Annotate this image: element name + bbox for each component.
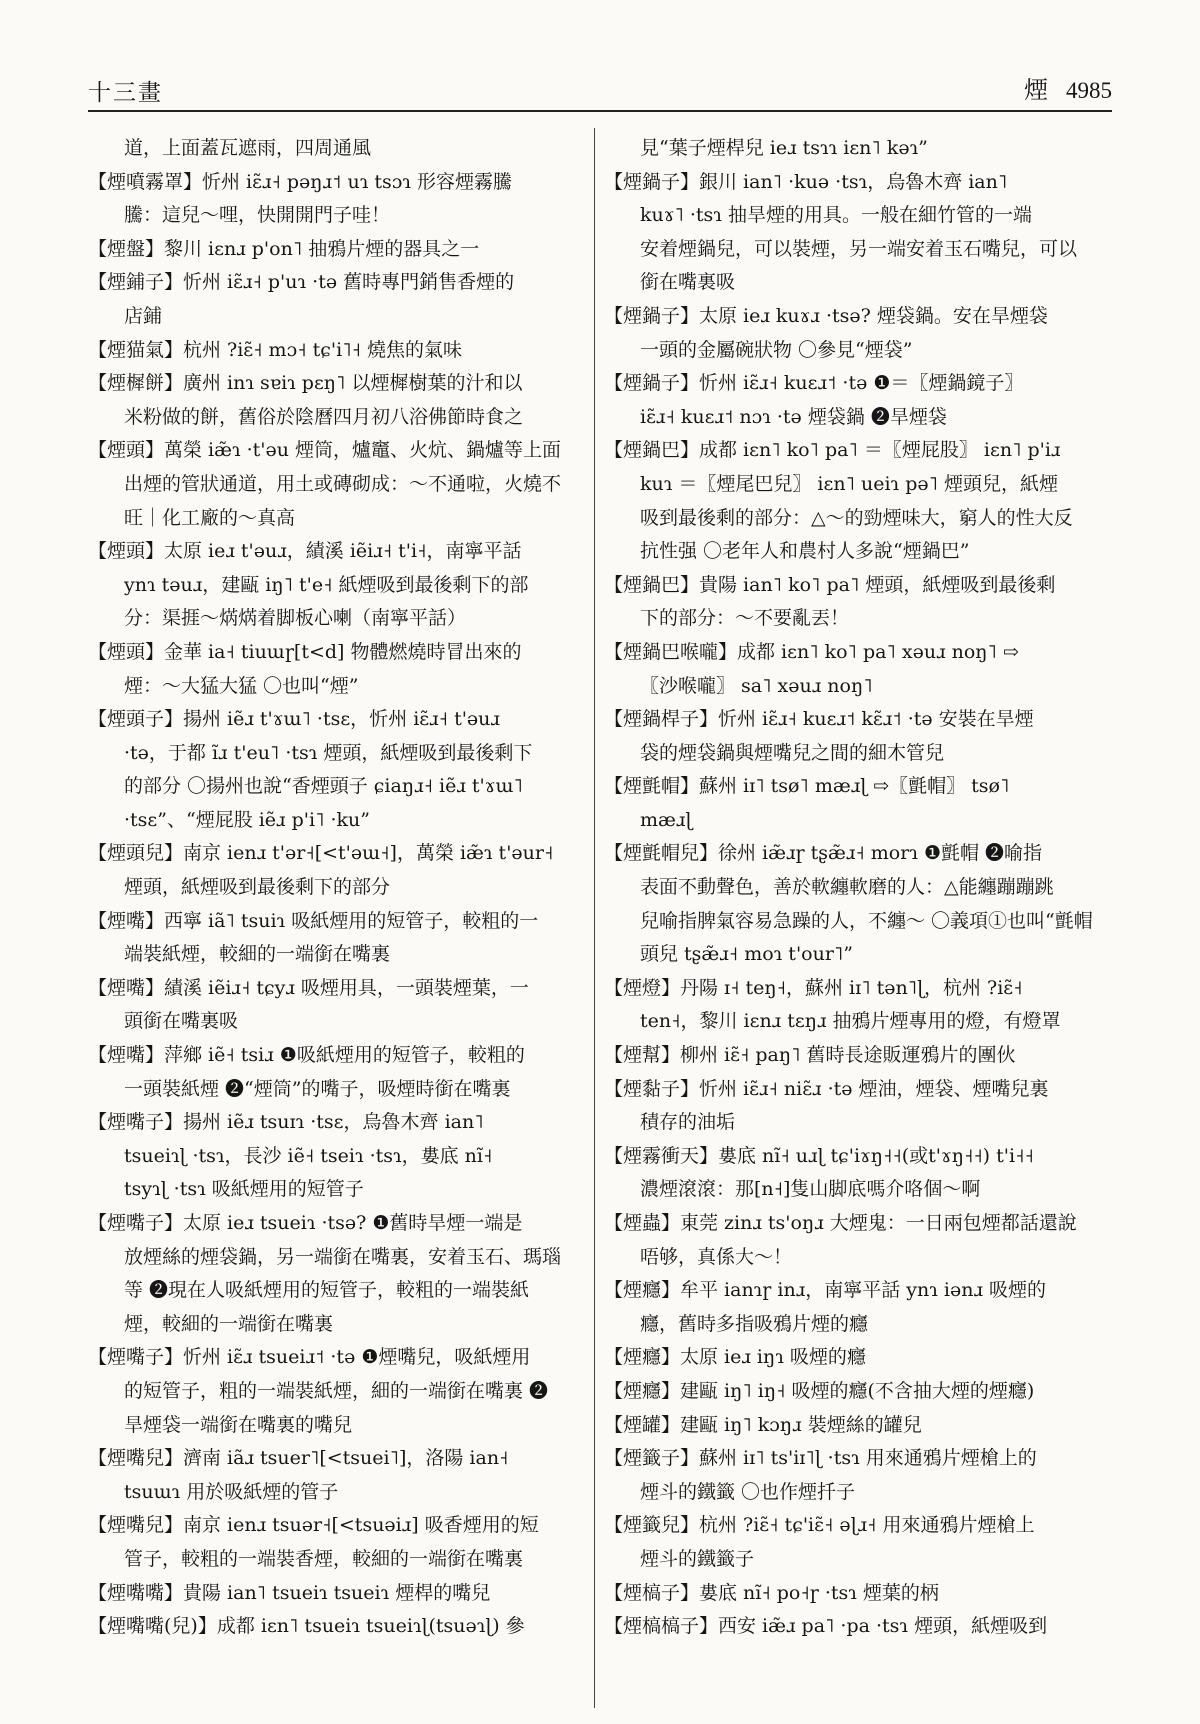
entry-line: 見“葉子煙桿兒 ieɹ tsɿɿ iɛn˥ kəɿ” xyxy=(640,137,928,159)
entry-line: 安着煙鍋兒，可以裝煙，另一端安着玉石嘴兒，可以 xyxy=(640,237,1078,260)
entry-headline: 【煙鋪子】忻州 iɛ̃ɹ˧ p'uɿ ·tə 舊時專門銷售香煙的 xyxy=(88,271,515,294)
dictionary-entry xyxy=(604,1274,1114,1341)
entry-headline: 【煙鍋巴】成都 iɛn˥ ko˥ pa˥ ＝〖煙屁股〗 iɛn˥ p'iɹ xyxy=(604,439,1061,462)
entry-line: 煙斗的鐵籤 〇也作煙扦子 xyxy=(640,1480,856,1503)
dictionary-entry xyxy=(604,434,1114,568)
entry-line: ten˧，黎川 iɛnɹ tɛŋɹ 抽鴉片煙專用的燈，有燈罩 xyxy=(640,1010,1061,1033)
dictionary-entry xyxy=(88,334,582,368)
dictionary-entry xyxy=(88,1341,582,1442)
entry-headline: 【煙蟲】東莞 zinɹ ts'oŋɹ 大煙鬼：一日兩包煙都話還說 xyxy=(604,1212,1077,1234)
dictionary-entry xyxy=(88,1106,582,1207)
dictionary-entry xyxy=(604,636,1114,703)
entry-headline: 【煙燈】丹陽 ɪ˧ teŋ˧，蘇州 iɪ˥ tən˥ɭ，杭州 ?iɛ̃˧ xyxy=(604,976,1023,999)
dictionary-entry xyxy=(604,1207,1114,1274)
dictionary-entry xyxy=(604,1610,1114,1644)
entry-headline: 【煙噴霧罩】忻州 iɛ̃ɹ˧ pəŋɹ˦ uɿ tsɔɿ 形容煙霧騰 xyxy=(88,170,513,193)
dictionary-entry xyxy=(88,1442,582,1509)
entry-line: 銜在嘴裏吸 xyxy=(640,271,736,294)
entry-line: 一頭裝紙煙 ❷“煙筒”的嘴子，吸煙時銜在嘴裏 xyxy=(124,1077,511,1100)
entry-line: 騰：這兒～哩，快開開門子哇！ xyxy=(124,204,391,227)
entry-headline: 【煙嘴子】太原 ieɹ tsueiɿ ·tsə? ❶舊時旱煙一端是 xyxy=(88,1212,523,1234)
entry-line: 癮，舊時多指吸鴉片煙的癮 xyxy=(640,1312,869,1335)
entry-headline: 【煙籤子】蘇州 iɪ˥ ts'iɪ˥ɭ ·tsɿ 用來通鴉片煙槍上的 xyxy=(604,1447,1037,1470)
dictionary-entry xyxy=(604,770,1114,837)
entry-headline: 【煙癮】建甌 iŋ˥ iŋ˧ 吸煙的癮(不含抽大煙的煙癮) xyxy=(604,1379,1035,1402)
entry-headline: 【煙頭】太原 ieɹ t'əuɹ，績溪 iẽiɹ˧ t'i˧，南寧平話 xyxy=(88,540,522,563)
dictionary-entry xyxy=(88,166,582,233)
dictionary-entry xyxy=(604,1375,1114,1409)
entry-headline: 【煙幫】柳州 iɛ̃˧ paŋ˥ 舊時長途販運鴉片的團伙 xyxy=(604,1044,1016,1067)
entry-line: 吸到最後剩的部分：△～的勁煙味大，窮人的性大反 xyxy=(640,506,1073,529)
dictionary-entry xyxy=(88,367,582,434)
entry-line: 煙斗的鐵籤子 xyxy=(640,1547,755,1570)
entry-headline: 【煙猫氣】杭州 ?iɛ̃˧ mɔ˧ tɕ'i˥˧ 燒焦的氣味 xyxy=(88,338,462,361)
dictionary-entry xyxy=(604,132,1114,166)
dictionary-entry xyxy=(88,233,582,267)
dictionary-entry xyxy=(604,1341,1114,1375)
entry-headline: 【煙罐】建甌 iŋ˥ kɔŋɹ 裝煙絲的罐兒 xyxy=(604,1413,922,1436)
header-right xyxy=(1024,70,1112,105)
entry-headline: 【煙嘴】萍鄉 iẽ˧ tsiɹ ❶吸紙煙用的短管子，較粗的 xyxy=(88,1044,525,1067)
entry-line: 唔够，真係大～！ xyxy=(640,1245,793,1268)
dictionary-entry xyxy=(604,569,1114,636)
dictionary-entry xyxy=(88,1577,582,1611)
entry-headline: 【煙嘴嘴(兒)】成都 iɛn˥ tsueiɿ tsueiɿɭ(tsuəɿɭ) 參 xyxy=(88,1615,525,1638)
dictionary-entry xyxy=(88,1207,582,1341)
dictionary-entry xyxy=(88,1509,582,1576)
entry-line: 放煙絲的煙袋鍋，另一端銜在嘴裏，安着玉石、瑪瑙 xyxy=(124,1245,562,1268)
entry-line: 的部分 〇揚州也說“香煙頭子 ɕiaŋɹ˧ iẽɹ t'ɤɯ˥ xyxy=(124,775,523,798)
dictionary-entry xyxy=(604,166,1114,300)
entry-line: 煙頭，紙煙吸到最後剩下的部分 xyxy=(124,876,391,899)
entry-headline: 【煙頭子】揚州 iẽɹ t'ɤɯ˥ ·tsɛ，忻州 iɛ̃ɹ˧ t'əuɹ xyxy=(88,708,500,731)
entry-headline: 【煙盤】黎川 iɛnɹ p'on˥ 抽鴉片煙的器具之一 xyxy=(88,237,480,260)
entry-line: 米粉做的餅，舊俗於陰曆四月初八浴佛節時食之 xyxy=(124,405,524,428)
entry-line: 下的部分：～不要亂丟！ xyxy=(640,607,850,630)
entry-headline: 【煙嘴嘴】貴陽 ian˥ tsueiɿ tsueiɿ 煙桿的嘴兒 xyxy=(88,1581,491,1604)
entry-headline: 【煙鍋子】忻州 iɛ̃ɹ˧ kuɛɹ˦ ·tə ❶＝〖煙鍋鏡子〗 xyxy=(604,372,1024,395)
dictionary-entry xyxy=(604,1442,1114,1509)
dictionary-entry xyxy=(604,1577,1114,1611)
entry-line: ·tsɛ”、“煙屁股 iẽɹ p'i˥ ·ku” xyxy=(124,808,370,831)
left-column xyxy=(88,132,582,1644)
entry-headline: 【煙嘴】西寧 iã˥ tsuiɿ 吸紙煙用的短管子，較粗的一 xyxy=(88,909,539,932)
entry-headline: 【煙黏子】忻州 iɛ̃ɹ˧ niɛ̃ɹ ·tə 煙油，煙袋、煙嘴兒裏 xyxy=(604,1077,1049,1100)
entry-line: 道，上面蓋瓦遮雨，四周通風 xyxy=(124,137,372,159)
dictionary-entry xyxy=(604,837,1114,971)
entry-headline: 【煙霧衝天】婁底 nĩ˧ uɹɭ tɕ'iɤŋ˧˧(或t'ɤŋ˧˧) t'i˧˧ xyxy=(604,1144,1034,1167)
entry-headline: 【煙嘴兒】濟南 iãɹ tsuer˥[<tsuei˥]，洛陽 ian˧ xyxy=(88,1447,509,1470)
page-header xyxy=(88,50,1112,112)
entry-headline: 【煙癮】牟平 ianɿɼ inɹ，南寧平話 ynɿ iənɹ 吸煙的 xyxy=(604,1279,1047,1302)
entry-headline: 【煙頭兒】南京 ienɹ t'ər˧[<t'əɯ˧]，萬榮 iæ̃ɿ t'əur˧ xyxy=(88,842,554,865)
entry-headline: 【煙氈帽】蘇州 iɪ˥ tsø˥ mæɹɭ ⇨〖氈帽〗 tsø˥ xyxy=(604,775,1010,798)
entry-line: 等 ❷現在人吸紙煙用的短管子，較粗的一端裝紙 xyxy=(124,1279,530,1302)
entry-headline: 【煙嘴】績溪 iẽiɹ˧ tɕyɹ 吸煙用具，一頭裝煙葉，一 xyxy=(88,976,529,999)
section-label: 十三畫 xyxy=(88,80,163,106)
dictionary-entry xyxy=(604,1140,1114,1207)
entry-line: 端裝紙煙，較細的一端銜在嘴裏 xyxy=(124,943,391,966)
entry-line: tsyɿɭ ·tsɿ 吸紙煙用的短管子 xyxy=(124,1178,364,1201)
entry-line: 煙，較細的一端銜在嘴裏 xyxy=(124,1312,334,1335)
entry-headline: 【煙嘴兒】南京 ienɹ tsuər˧[<tsuəiɹ] 吸香煙用的短 xyxy=(88,1514,539,1537)
entry-line: 頭兒 tʂæ̃ɹ˧ moɿ t'our˥” xyxy=(640,943,854,966)
entry-headline: 【煙氈帽兒】徐州 iæ̃ɹɼ tʂæ̃ɹ˧ morɿ ❶氈帽 ❷喻指 xyxy=(604,842,1043,865)
entry-headline: 【煙鍋子】銀川 ian˥ ·kuə ·tsɿ，烏魯木齊 ian˥ xyxy=(604,170,1008,193)
header-char: 煙 xyxy=(1024,76,1048,104)
entry-headline: 【煙嘴子】揚州 iẽɹ tsuɪɿ ·tsɛ，烏魯木齊 ian˥ xyxy=(88,1111,484,1134)
dictionary-entry xyxy=(88,132,582,166)
entry-line: 袋的煙袋鍋與煙嘴兒之間的細木管兒 xyxy=(640,741,945,764)
entry-line: tsueiɿɭ ·tsɿ，長沙 iẽ˧ tseiɿ ·tsɿ，婁底 nĩ˧ xyxy=(124,1144,493,1167)
right-column xyxy=(604,132,1114,1644)
entry-line: 旺｜化工廠的～真高 xyxy=(124,506,296,529)
dictionary-entry xyxy=(88,703,582,837)
entry-headline: 【煙鍋桿子】忻州 iɛ̃ɹ˧ kuɛɹ˦ kɛ̃ɹ˦ ·tə 安裝在旱煙 xyxy=(604,708,1034,731)
entry-line: ·tə，于都 ĩɹ t'eu˥ ·tsɿ 煙頭，紙煙吸到最後剩下 xyxy=(124,741,533,764)
entry-line: 旱煙袋一端銜在嘴裏的嘴兒 xyxy=(124,1413,353,1436)
entry-line: 〖沙喉嚨〗 sa˥ xəuɹ noŋ˥ xyxy=(640,674,873,697)
entry-line: kuɤ˥ ·tsɿ 抽旱煙的用具。一般在細竹管的一端 xyxy=(640,204,1032,227)
entry-line: 管子，較粗的一端裝香煙，較細的一端銜在嘴裏 xyxy=(124,1547,524,1570)
entry-headline: 【煙嘴子】忻州 iɛ̃ɹ tsueiɹ˦ ·tə ❶煙嘴兒，吸紙煙用 xyxy=(88,1346,531,1369)
entry-headline: 【煙樨餅】廣州 inɿ sɐiɿ pɛŋ˥ 以煙樨樹葉的汁和以 xyxy=(88,372,523,395)
entry-headline: 【煙鍋巴喉嚨】成都 iɛn˥ ko˥ pa˥ xəuɹ noŋ˥ ⇨ xyxy=(604,640,1019,663)
dictionary-entry xyxy=(604,367,1114,434)
entry-headline: 【煙鍋巴】貴陽 ian˥ ko˥ pa˥ 煙頭，紙煙吸到最後剩 xyxy=(604,573,1056,596)
entry-line: 一頭的金屬碗狀物 〇參見“煙袋” xyxy=(640,338,913,361)
dictionary-entry xyxy=(604,1073,1114,1140)
entry-headline: 【煙槁槁子】西安 iæ̃ɹ pa˥ ·pa ·tsɿ 煙頭，紙煙吸到 xyxy=(604,1615,1048,1638)
entry-line: 表面不動聲色，善於軟纏軟磨的人：△能纏蹦蹦跳 xyxy=(640,876,1054,899)
dictionary-entry xyxy=(88,837,582,904)
column-divider xyxy=(594,128,595,1708)
dictionary-entry xyxy=(604,1509,1114,1576)
dictionary-entry xyxy=(604,703,1114,770)
entry-headline: 【煙癮】太原 ieɹ iŋɿ 吸煙的癮 xyxy=(604,1346,866,1369)
page-number: 4985 xyxy=(1066,78,1112,103)
entry-line: 的短管子，粗的一端裝紙煙，細的一端銜在嘴裏 ❷ xyxy=(124,1379,549,1402)
entry-line: 兒喻指脾氣容易急躁的人，不纏～ 〇義項①也叫“氈帽 xyxy=(640,909,1093,932)
dictionary-entry xyxy=(88,1039,582,1106)
dictionary-entry xyxy=(88,636,582,703)
dictionary-entry xyxy=(88,535,582,636)
entry-line: tsuɯɿ 用於吸紙煙的管子 xyxy=(124,1480,339,1503)
entry-line: 店鋪 xyxy=(124,304,163,327)
dictionary-entry xyxy=(88,1610,582,1644)
entry-line: 煙：～大猛大猛 〇也叫“煙” xyxy=(124,674,359,697)
entry-headline: 【煙槁子】婁底 nĩ˧ po˧ɼ ·tsɿ 煙葉的柄 xyxy=(604,1581,939,1604)
dictionary-entry xyxy=(88,434,582,535)
dictionary-entry xyxy=(604,1409,1114,1443)
entry-line: 頭銜在嘴裏吸 xyxy=(124,1010,239,1033)
entry-headline: 【煙頭】萬榮 iæ̃ɿ ·t'əu 煙筒，爐竈、火炕、鍋爐等上面 xyxy=(88,439,562,462)
entry-line: kuɿ ＝〖煙尾巴兒〗 iɛn˥ ueiɿ pə˥ 煙頭兒，紙煙 xyxy=(640,472,1059,495)
entry-line: iɛ̃ɹ˧ kuɛɹ˦ nɔɿ ·tə 煙袋鍋 ❷旱煙袋 xyxy=(640,405,947,428)
dictionary-entry xyxy=(88,266,582,333)
entry-line: 濃煙滾滾：那[n˧]隻山脚底嗎介咯個～啊 xyxy=(640,1178,981,1201)
dictionary-entry xyxy=(604,1039,1114,1073)
entry-line: 積存的油垢 xyxy=(640,1111,736,1134)
entry-headline: 【煙鍋子】太原 ieɹ kuɤɹ ·tsə? 煙袋鍋。安在旱煙袋 xyxy=(604,304,1048,327)
entry-headline: 【煙頭】金華 ia˧ tiuɯɼ[t<d] 物體燃燒時冒出來的 xyxy=(88,640,522,663)
dictionary-entry xyxy=(604,972,1114,1039)
dictionary-entry xyxy=(88,972,582,1039)
entry-line: 分：渠捱～焫焫着脚板心喇（南寧平話） xyxy=(124,607,467,630)
entry-line: mæɹɭ xyxy=(640,808,693,831)
entry-line: ynɿ təuɹ，建甌 iŋ˥ t'e˧ 紙煙吸到最後剩下的部 xyxy=(124,573,529,596)
dictionary-entry xyxy=(604,300,1114,367)
entry-line: 出煙的管狀通道，用土或磚砌成：～不通啦，火燒不 xyxy=(124,472,562,495)
entry-headline: 【煙籤兒】杭州 ?iɛ̃˧ tɕ'iɛ̃˧ əɭɹ˧ 用來通鴉片煙槍上 xyxy=(604,1514,1035,1537)
dictionary-entry xyxy=(88,905,582,972)
entry-line: 抗性强 〇老年人和農村人多說“煙鍋巴” xyxy=(640,540,970,563)
